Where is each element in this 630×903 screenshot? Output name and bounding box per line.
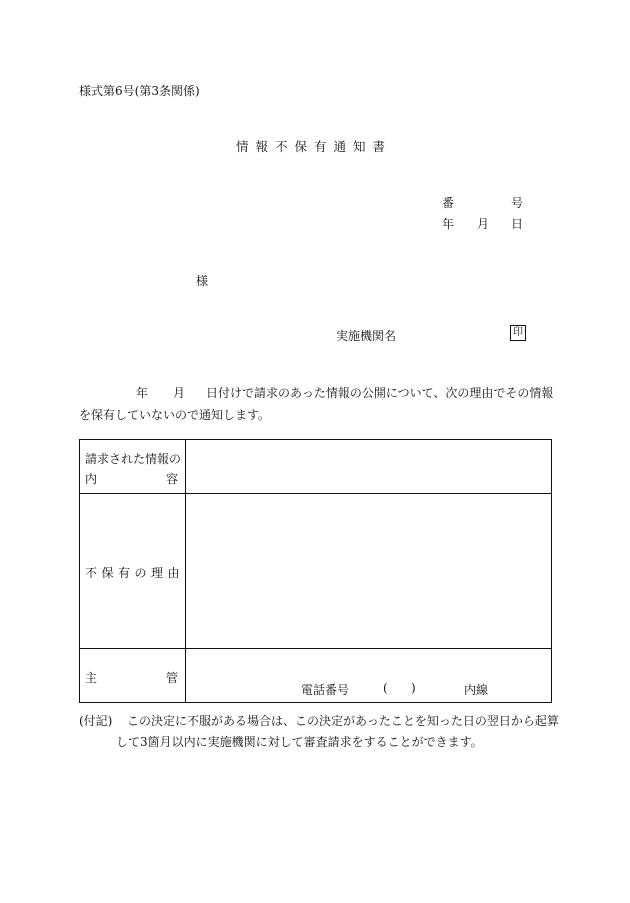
phone-close-paren: ) (411, 681, 416, 695)
requested-info-value-cell (186, 440, 552, 494)
reason-label: 不保有の理由 (85, 566, 185, 580)
agency-name-label: 実施機関名 (336, 329, 397, 343)
manager-label-kan: 管 (166, 671, 179, 685)
body-month-label: 月 (173, 386, 186, 400)
form-reference: 様式第6号(第3条関係) (79, 84, 200, 98)
requested-info-label-cell (80, 440, 186, 494)
date-day-label: 日 (511, 217, 524, 231)
requested-info-label-you: 容 (166, 472, 179, 486)
addressee-suffix: 様 (196, 274, 209, 288)
table-row-requested (80, 440, 552, 494)
note-line1: この決定に不服がある場合は、この決定があったことを知った日の翌日から起算 (127, 714, 559, 728)
document-title: 情報不保有通知書 (236, 139, 393, 154)
number-label-go: 号 (511, 196, 524, 210)
reason-value-cell (186, 494, 552, 649)
body-year-label: 年 (136, 386, 149, 400)
phone-open-paren: ( (383, 681, 388, 695)
body-text-line1: 日付けで請求のあった情報の公開について、次の理由でその情報 (206, 386, 554, 400)
body-text-line2: を保有していないので通知します。 (79, 408, 271, 422)
number-label-ban: 番 (442, 196, 455, 210)
info-table (79, 439, 552, 703)
manager-value-cell (186, 649, 552, 703)
date-month-label: 月 (477, 217, 490, 231)
requested-info-label-line1: 請求された情報の (85, 452, 182, 466)
note-heading: (付記) (79, 714, 113, 728)
phone-number-label: 電話番号 (301, 683, 350, 697)
manager-label-shu: 主 (85, 671, 98, 685)
date-year-label: 年 (442, 217, 455, 231)
table-row-manager (80, 649, 552, 703)
manager-label-cell (80, 649, 186, 703)
reason-label-cell (80, 494, 186, 649)
note-line2: して3箇月以内に実施機関に対して審査請求をすることができます。 (116, 735, 483, 749)
extension-label: 内線 (464, 683, 489, 697)
table-row-reason (80, 494, 552, 649)
seal-icon: 印 (510, 325, 526, 341)
requested-info-label-uchi: 内 (85, 472, 98, 486)
